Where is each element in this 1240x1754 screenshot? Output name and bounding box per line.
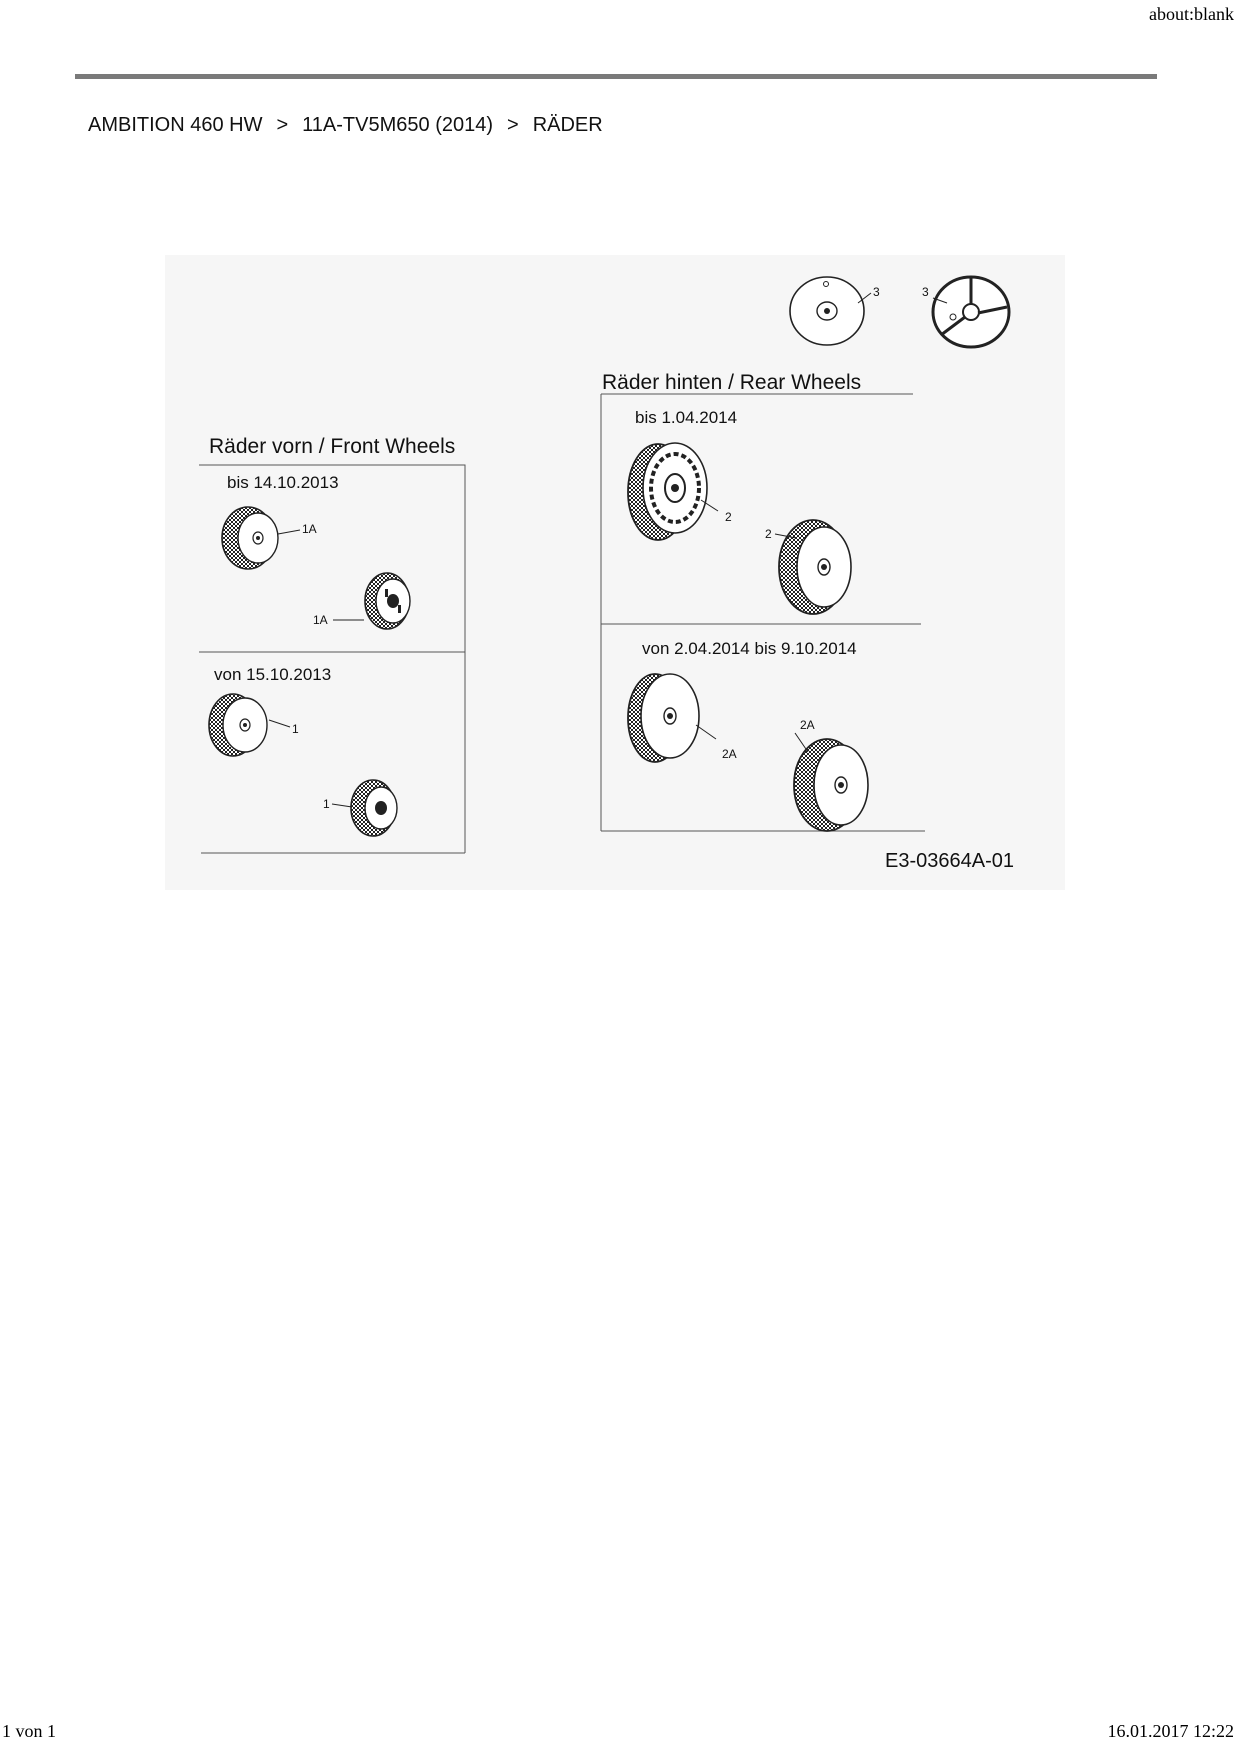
- breadcrumb-separator: >: [276, 114, 289, 136]
- front-period-1-label: bis 14.10.2013: [227, 473, 339, 492]
- front-wheel-1-rear-view-icon[interactable]: [351, 780, 397, 836]
- rear-wheel-2-rear-view-icon[interactable]: [779, 520, 851, 614]
- rear-period-1-label: bis 1.04.2014: [635, 408, 738, 427]
- leader-line: [269, 720, 290, 727]
- part-label: 2: [765, 527, 772, 541]
- header-divider: [75, 74, 1157, 79]
- parts-diagram-svg: [165, 255, 1065, 890]
- part-label: 3: [922, 285, 929, 299]
- leader-line: [332, 804, 352, 807]
- rear-period-2-label: von 2.04.2014 bis 9.10.2014: [642, 639, 857, 658]
- front-period-2-label: von 15.10.2013: [214, 665, 332, 684]
- breadcrumb: [88, 114, 603, 137]
- leader-line: [278, 530, 300, 534]
- front-wheel-1a-icon[interactable]: [222, 507, 278, 569]
- part-label: 1A: [313, 613, 328, 627]
- leader-line: [696, 725, 716, 739]
- print-timestamp: 16.01.2017 12:22: [1107, 1721, 1234, 1741]
- breadcrumb-item-model[interactable]: AMBITION 460 HW: [88, 114, 263, 136]
- part-label: 1: [323, 797, 330, 811]
- leader-line: [795, 733, 808, 752]
- breadcrumb-item-section: RÄDER: [532, 114, 603, 136]
- rear-wheel-2a-rear-view-icon[interactable]: [794, 739, 868, 831]
- part-label: 2A: [722, 747, 737, 761]
- breadcrumb-separator: >: [507, 114, 519, 136]
- front-wheel-1a-rear-view-icon[interactable]: [365, 573, 410, 629]
- wheel-cover-plain-icon[interactable]: [790, 277, 864, 345]
- wheel-cover-spoked-icon[interactable]: [933, 277, 1009, 347]
- page-counter: 1 von 1: [2, 1721, 56, 1741]
- part-label: 3: [873, 285, 880, 299]
- front-wheel-1-icon[interactable]: [209, 694, 267, 756]
- rear-wheels-title: Räder hinten / Rear Wheels: [602, 371, 862, 394]
- part-label: 1A: [302, 522, 317, 536]
- window-url-label: about:blank: [1149, 4, 1234, 24]
- rear-wheel-2-icon[interactable]: [628, 443, 707, 540]
- front-wheels-title: Räder vorn / Front Wheels: [209, 435, 456, 458]
- breadcrumb-item-part-number[interactable]: 11A-TV5M650 (2014): [302, 114, 494, 136]
- exploded-parts-diagram: [165, 255, 1065, 890]
- part-label: 2: [725, 510, 732, 524]
- part-label: 1: [292, 722, 299, 736]
- part-label: 2A: [800, 718, 815, 732]
- diagram-reference-number: E3-03664A-01: [885, 850, 1014, 872]
- rear-wheel-2a-icon[interactable]: [628, 674, 699, 762]
